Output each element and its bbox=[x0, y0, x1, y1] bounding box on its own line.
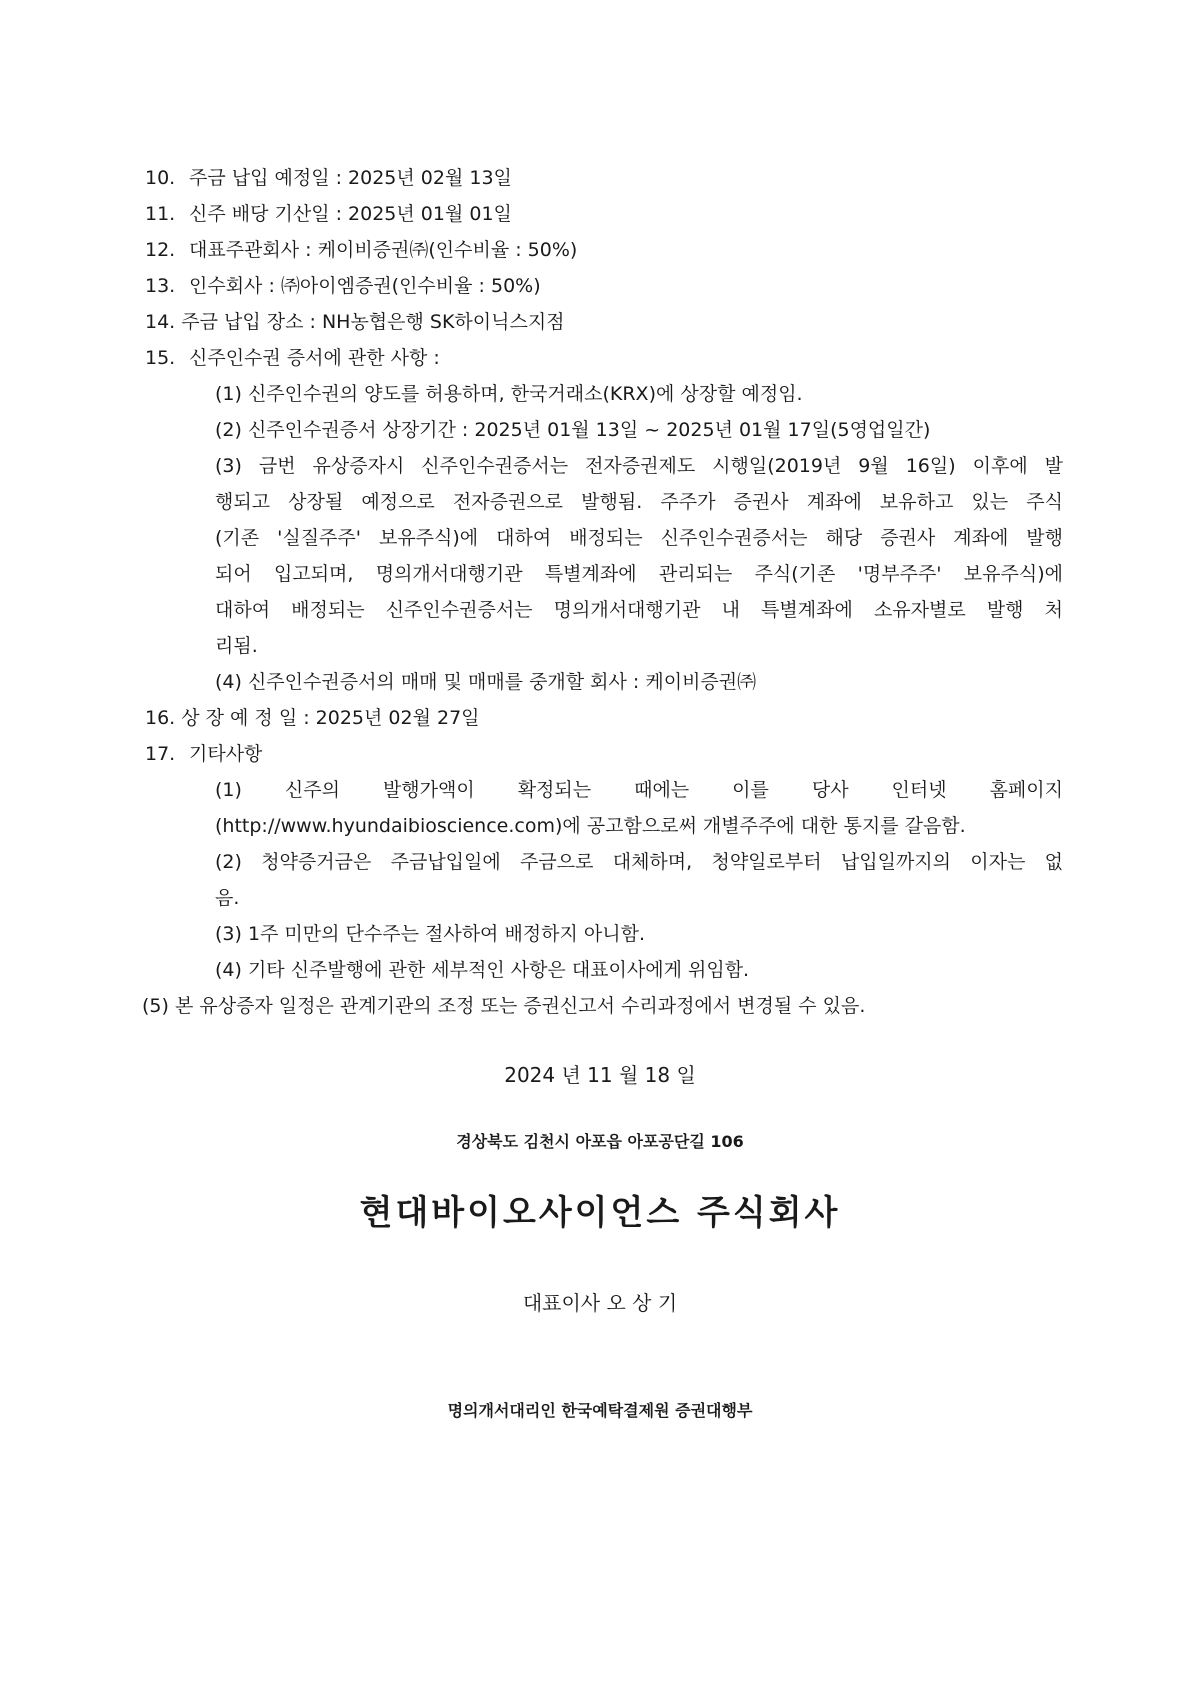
item-13 bbox=[145, 274, 541, 298]
item-number: 13. bbox=[145, 275, 176, 297]
item-15 bbox=[145, 346, 440, 370]
item-17-sub-5: (5) 본 유상증자 일정은 관계기관의 조정 또는 증권신고서 수리과정에서 변경될 수 있음. bbox=[142, 995, 866, 1017]
item-text: 16. 상 장 예 정 일 : 2025년 02월 27일 bbox=[145, 707, 480, 729]
item-number: 11. bbox=[145, 203, 176, 225]
item-16 bbox=[145, 706, 480, 730]
paragraph-line: 되어 입고되며, 명의개서대행기관 특별계좌에 관리되는 주식(기존 '명부주주' 보유주식)에 bbox=[215, 563, 1063, 585]
company-name: 현대바이오사이언스 주식회사 bbox=[359, 1193, 841, 1233]
item-15-sub-2: (2) 신주인수권증서 상장기간 : 2025년 01월 13일 ~ 2025년 01월 17일(5영업일간) bbox=[215, 419, 931, 441]
transfer-agent: 명의개서대리인 한국예탁결제원 증권대행부 bbox=[447, 1401, 753, 1420]
paragraph-line: (1) 신주의 발행가액이 확정되는 때에는 이를 당사 인터넷 홈페이지 bbox=[215, 779, 1063, 801]
item-17-sub-3: (3) 1주 미만의 단수주는 절사하여 배정하지 아니함. bbox=[215, 923, 646, 945]
paragraph-line: (2) 청약증거금은 주금납입일에 주금으로 대체하며, 청약일로부터 납입일까지의 이자는 없 bbox=[215, 851, 1063, 873]
item-text: 인수회사 : ㈜아이엠증권(인수비율 : 50%) bbox=[189, 275, 541, 297]
item-text: 대표주관회사 : 케이비증권㈜(인수비율 : 50%) bbox=[189, 239, 578, 261]
paragraph-line: (3) 금번 유상증자시 신주인수권증서는 전자증권제도 시행일(2019년 9월 16일) 이후에 발 bbox=[215, 455, 1063, 477]
item-text: 주금 납입 예정일 : 2025년 02월 13일 bbox=[189, 167, 512, 189]
item-12 bbox=[145, 238, 577, 262]
paragraph-line: 리됨. bbox=[215, 635, 258, 657]
paragraph-line: 행되고 상장될 예정으로 전자증권으로 발행됨. 주주가 증권사 계좌에 보유하고 있는 주식 bbox=[215, 491, 1063, 513]
paragraph-line: 대하여 배정되는 신주인수권증서는 명의개서대행기관 내 특별계좌에 소유자별로 발행 처 bbox=[215, 599, 1063, 621]
item-number: 17. bbox=[145, 743, 176, 765]
document-date: 2024 년 11 월 18 일 bbox=[504, 1063, 696, 1087]
ceo-name: 대표이사 오 상 기 bbox=[522, 1291, 678, 1315]
item-10 bbox=[145, 166, 512, 190]
item-number: 12. bbox=[145, 239, 176, 261]
item-14 bbox=[145, 310, 565, 334]
item-17-sub-4: (4) 기타 신주발행에 관한 세부적인 사항은 대표이사에게 위임함. bbox=[215, 959, 750, 981]
paragraph-line: (http://www.hyundaibioscience.com)에 공고함으로써 개별주주에 대한 통지를 갈음함. bbox=[215, 815, 966, 837]
item-11 bbox=[145, 202, 512, 226]
item-text: 14. 주금 납입 장소 : NH농협은행 SK하이닉스지점 bbox=[145, 311, 565, 333]
item-text: 신주인수권 증서에 관한 사항 : bbox=[189, 347, 440, 369]
paragraph-line: 음. bbox=[215, 887, 240, 909]
item-text: 신주 배당 기산일 : 2025년 01월 01일 bbox=[189, 203, 512, 225]
paragraph-line: (기존 '실질주주' 보유주식)에 대하여 배정되는 신주인수권증서는 해당 증권사 계좌에 발행 bbox=[215, 527, 1063, 549]
item-15-sub-1: (1) 신주인수권의 양도를 허용하며, 한국거래소(KRX)에 상장할 예정임. bbox=[215, 383, 803, 405]
item-number: 15. bbox=[145, 347, 176, 369]
item-15-sub-4: (4) 신주인수권증서의 매매 및 매매를 중개할 회사 : 케이비증권㈜ bbox=[215, 671, 757, 693]
company-address: 경상북도 김천시 아포읍 아포공단길 106 bbox=[456, 1132, 744, 1151]
item-17 bbox=[145, 742, 262, 766]
item-text: 기타사항 bbox=[189, 743, 263, 765]
item-number: 10. bbox=[145, 167, 176, 189]
